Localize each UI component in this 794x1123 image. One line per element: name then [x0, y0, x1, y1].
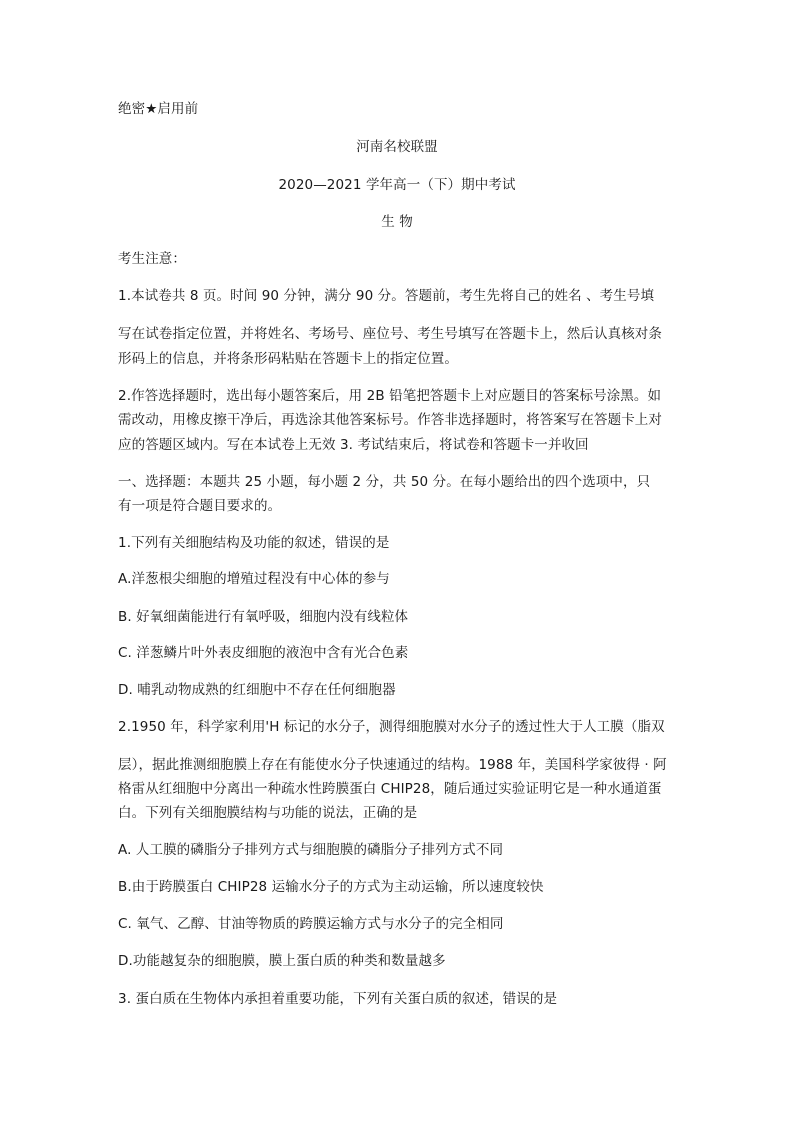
q2-option-d: D.功能越复杂的细胞膜，膜上蛋白质的种类和数量越多 — [118, 953, 446, 969]
q2-option-a: A. 人工膜的磷脂分子排列方式与细胞膜的磷脂分子排列方式不同 — [118, 842, 504, 858]
secret-mark: 绝密★启用前 — [118, 101, 199, 117]
notice-item1-line3: 形码上的信息，并将条形码粘贴在答题卡上的指定位置。 — [118, 351, 458, 367]
section1-intro-line2: 有一项是符合题目要求的。 — [118, 498, 282, 514]
q2-stem-line3: 格雷从红细胞中分离出一种疏水性跨膜蛋白 CHIP28，随后通过实验证明它是一种水通道蛋 — [118, 781, 662, 797]
q2-option-c: C. 氧气、乙醇、甘油等物质的跨膜运输方式与水分子的完全相同 — [118, 916, 504, 932]
notice-item1-line2: 写在试卷指定位置，并将姓名、考场号、座位号、考生号填写在答题卡上，然后认真核对条 — [118, 326, 662, 342]
q1-option-a: A.洋葱根尖细胞的增殖过程没有中心体的参与 — [118, 571, 390, 587]
organization-title: 河南名校联盟 — [356, 139, 438, 155]
q3-stem: 3. 蛋白质在生物体内承担着重要功能，下列有关蛋白质的叙述，错误的是 — [118, 991, 558, 1007]
section1-intro-line1: 一、选择题：本题共 25 小题，每小题 2 分，共 50 分。在每小题给出的四个选项中，只 — [118, 474, 651, 490]
q2-stem-line1: 2.1950 年，科学家利用'H 标记的水分子，测得细胞膜对水分子的透过性大于人工膜（脂双 — [118, 719, 665, 735]
notice-heading: 考生注意： — [118, 251, 186, 267]
q2-option-b: B.由于跨膜蛋白 CHIP28 运输水分子的方式为主动运输，所以速度较快 — [118, 879, 544, 895]
exam-title: 2020—2021 学年高一（下）期中考试 — [278, 177, 516, 193]
notice-item2-line2: 需改动，用橡皮擦干净后，再选涂其他答案标号。作答非选择题时，将答案写在答题卡上对 — [118, 412, 662, 428]
q1-option-b: B. 好氧细菌能进行有氧呼吸，细胞内没有线粒体 — [118, 609, 409, 625]
q2-stem-line2: 层），据此推测细胞膜上存在有能使水分子快速通过的结构。1988 年，美国科学家彼得 · 阿 — [118, 757, 667, 773]
q1-option-d: D. 哺乳动物成熟的红细胞中不存在任何细胞器 — [118, 682, 396, 698]
notice-item2-line3: 应的答题区域内。写在本试卷上无效 3. 考试结束后，将试卷和答题卡一并收回 — [118, 437, 589, 453]
notice-item1-line1: 1.本试卷共 8 页。时间 90 分钟，满分 90 分。答题前，考生先将自己的姓名 、考生号填 — [118, 288, 655, 304]
q2-stem-line4: 白。下列有关细胞膜结构与功能的说法，正确的是 — [118, 805, 418, 821]
q1-stem: 1.下列有关细胞结构及功能的叙述，错误的是 — [118, 535, 390, 551]
subject-title: 生 物 — [381, 214, 413, 230]
q1-option-c: C. 洋葱鳞片叶外表皮细胞的液泡中含有光合色素 — [118, 645, 409, 661]
notice-item2-line1: 2.作答选择题时，选出每小题答案后，用 2B 铅笔把答题卡上对应题目的答案标号涂黑。如 — [118, 388, 662, 404]
